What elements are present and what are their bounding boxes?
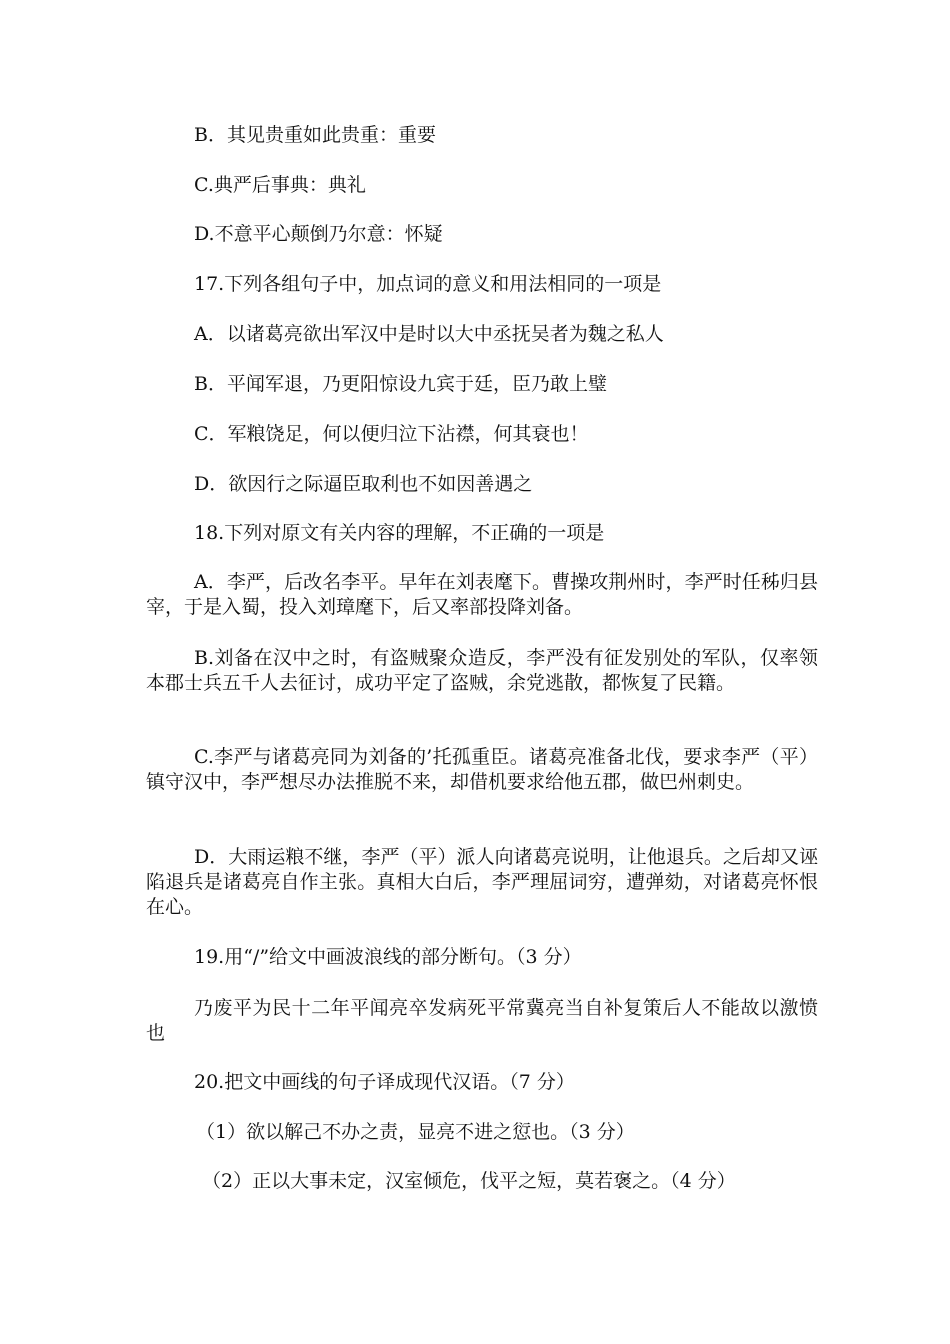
question-20-prompt: 20.把文中画线的句子译成现代汉语。（7 分） xyxy=(194,1071,575,1093)
question-18-prompt: 18.下列对原文有关内容的理解，不正确的一项是 xyxy=(194,522,605,544)
option-d-line: D.不意平心颠倒乃尔意：怀疑 xyxy=(194,223,443,245)
option-b-line: B．其见贵重如此贵重：重要 xyxy=(194,124,436,146)
question-18-option-d: D．大雨运粮不继，李严（平）派人向诸葛亮说明，让他退兵。之后却又诬陷退兵是诸葛亮自作主张。真相大白后，李严理屈词穷，遭弹劾，对诸葛亮怀恨在心。 xyxy=(146,846,818,918)
question-20-item-1: （1）欲以解己不办之责，显亮不进之愆也。（3 分） xyxy=(196,1121,635,1143)
question-17-option-b: B．平闻军退，乃更阳惊设九宾于廷，臣乃敢上璧 xyxy=(194,373,607,395)
question-18-option-a: A．李严，后改名李平。早年在刘表麾下。曹操攻荆州时，李严时任秭归县宰，于是入蜀，投入刘璋麾下，后又率部投降刘备。 xyxy=(146,571,818,618)
question-19-passage: 乃废平为民十二年平闻亮卒发病死平常冀亮当自补复策后人不能故以激愤也 xyxy=(146,997,818,1044)
option-c-line: C.典严后事典：典礼 xyxy=(194,174,366,196)
question-18-option-b: B.刘备在汉中之时，有盗贼聚众造反，李严没有征发别处的军队，仅率领本郡士兵五千人去征讨，成功平定了盗贼，余党逃散，都恢复了民籍。 xyxy=(146,647,818,694)
question-18-option-c: C.李严与诸葛亮同为刘备的’托孤重臣。诸葛亮准备北伐，要求李严（平）镇守汉中，李严想尽办法推脱不来，却借机要求给他五郡，做巴州刺史。 xyxy=(146,746,818,793)
question-20-item-2: （2）正以大事未定，汉室倾危，伐平之短，莫若褒之。（4 分） xyxy=(202,1170,736,1192)
question-19-prompt: 19.用“/”给文中画波浪线的部分断句。（3 分） xyxy=(194,946,582,968)
question-17-option-d: D．欲因行之际逼臣取利也不如因善遇之 xyxy=(194,473,533,495)
question-17-option-c: C．军粮饶足，何以便归泣下沾襟，何其衰也！ xyxy=(194,423,589,445)
question-17-prompt: 17.下列各组句子中，加点词的意义和用法相同的一项是 xyxy=(194,273,662,295)
question-17-option-a: A．以诸葛亮欲出军汉中是时以大中丞抚吴者为魏之私人 xyxy=(194,323,664,345)
